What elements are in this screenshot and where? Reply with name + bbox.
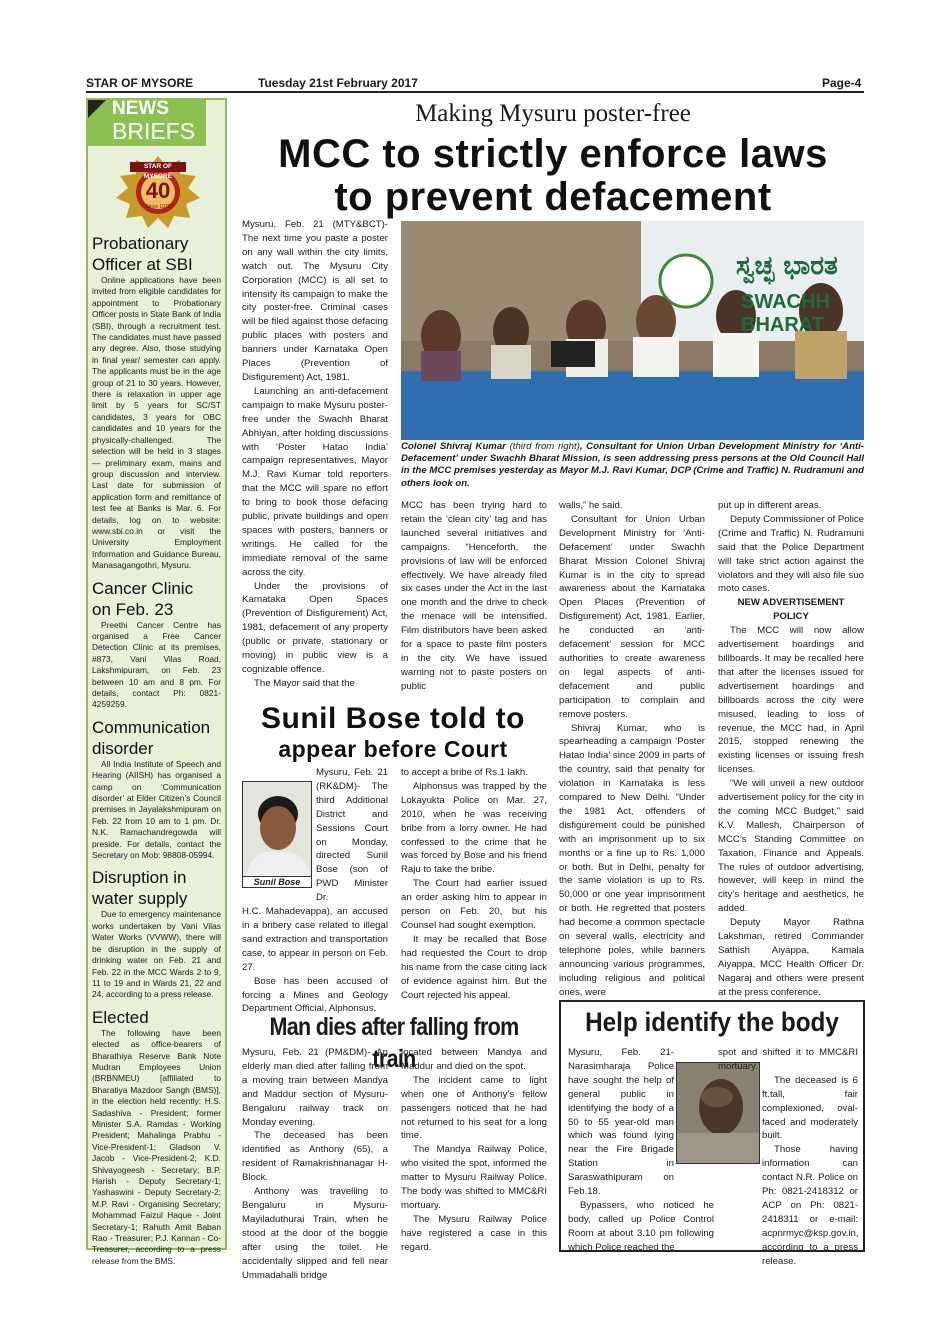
brief-title: Disruption in (92, 868, 187, 888)
brief-title: Officer at SBI (92, 255, 193, 274)
photo-caption (401, 441, 864, 490)
logo-text: STAR OF MYSORE (143, 163, 173, 180)
paragraph: The Court had earlier issued an order asking him to appear in person on Feb. 20, but his Counsel had sought exemption. (401, 878, 547, 931)
banner-kannada: ಸ್ವಚ್ಛ ಭಾರತ (736, 251, 838, 281)
paragraph: Launching an anti-defacement campaign to make Mysuru poster-free under the Swachh Bharat Abhiyan, after holding discussions with ‘Poster Hatao India’ campaign representatives, Mayor M.J. Ravi Kumar told reporters that the MCC will spare no effort to bring to book those defacing public, private buildings and open spaces with posters, banners or writings. He called for the immediate removal of the same across the city. (242, 385, 388, 578)
sunil-headline-line2: appear before Court (278, 736, 508, 762)
press-conference-photo (401, 221, 864, 440)
star-of-mysore-40-logo (108, 152, 208, 230)
sunil-col2 (401, 766, 547, 1002)
paragraph: put up in different areas. (718, 500, 822, 511)
sunil-col1 (242, 766, 388, 1016)
paragraph: Mysuru, Feb. 21 (PM&DM)- An elderly man died after falling from a moving train between Mandya and Maddur section of Mysuru- Bengaluru railway track on Monday evening. (242, 1047, 388, 1128)
brief-elected (88, 1007, 225, 1268)
corner-triangle-icon (88, 100, 106, 118)
paragraph: It may be recalled that Bose had requested the Court to drop his name from the case citing lack of evidence against him. But the Court rejected his appeal. (401, 933, 547, 1001)
paragraph: H.C. Mahadevappa), an accused in a bribery case related to illegal sand extraction and transportation case, to appear in person on Feb. 27. (242, 906, 388, 973)
paragraph: The deceased has been identified as Anthony (65), a resident of Ramakrishnanagar H-Block. (242, 1130, 388, 1184)
paragraph: Deputy Commissioner of Police (Crime and Traffic) N. Rudramuni said that the Police Department will take strict action against the violators and they will also file suo moto cases. (718, 513, 864, 595)
paragraph: The Mayor said that the (254, 677, 355, 689)
paragraph: located between Mandya and Maddur and died on the spot. (401, 1047, 547, 1072)
subhead: POLICY (773, 611, 809, 623)
brief-title: on Feb. 23 (92, 599, 174, 619)
main-col3 (559, 499, 705, 1000)
brief-title: Probationary (92, 234, 189, 253)
banner-english: SWACHH BHARAT (741, 291, 830, 336)
paragraph: spot and shifted it to MMC&RI mortuary. (718, 1047, 858, 1072)
sunil-headline-line1: Sunil Bose told to (261, 702, 525, 735)
paragraph: Bose has been accused of forcing a Mines and Geology Department Official, Alphonsus, (242, 975, 388, 1015)
body-col2 (718, 1046, 858, 1269)
paragraph: The deceased is 6 ft.tall, fair complexioned, oval-faced and moderately built. (762, 1074, 858, 1142)
kicker: Making Mysuru poster-free (415, 100, 691, 127)
paragraph: Alphonsus was trapped by the Lokayukta Police on Mar. 27, 2010, when he was receiving bribe from a lorry owner. He had confessed to the crime that he was forced by Bose and his friend Raju to take the bribe. (401, 780, 547, 876)
brief-body: Online applications have been invited from eligible candidates for appointment to Probationary Officer posts in State Bank of India (SBI), through a recruitment test. The candidates must have passed any degree. Also, those studying in final year/ semester can apply. The applicants must be in the age group of 21 to 30 years. However, there is relaxation in upper age limit by 5 years for SC/ST candidates, 3 years for OBC candidates and 10 years for the physically-challenged. The selection will be held in 3 stages — preliminary exam, mains and group discussion and interview. Last date for submission of application form and remittance of test fee at Banks is Mar. 6. For details, log on to website: www.sbi.co.in or visit the University Employment Information and Guidance Bureau, Manasagangothri, Mysuru. (92, 275, 221, 571)
badge-news: NEWS (112, 98, 169, 119)
sunil-photo-caption: Sunil Bose (242, 876, 312, 888)
caption-text: , Consultant for Union Urban Development Ministry for ‘Anti-Defacement’ under Swachh Bharat Mission, is seen addressing press persons at the Old Council Hall in the MCC premises yesterday as Mayor M.J. Ravi Kumar, DCP (Crime and Traffic) N. Rudramuni and others look on. (401, 441, 864, 489)
paragraph: Those having information can contact N.R. Police on Ph: 0821-2418312 or ACP on Ph: 0821-2418311 or e-mail: acpnrmyc@ksp.gov.in, according to a press release. (762, 1144, 859, 1267)
paragraph: Mysuru, Feb. 21 (MTY&BCT)- The next time you paste a poster on any wall within the city limits, watch out. The Mysuru City Corporation (MCC) is all set to intensify its campaign to make the city poster-free. Criminal cases will be filed against those defacing public places with posters and banners under Karnataka Open Places (Prevention of Disfigurement) Act, 1981. (242, 219, 388, 383)
brief-body: All India Institute of Speech and Hearing (AIISH) has organised a camp on ‘Communication disorder’ at Elder Citizen’s Council premises in Jayalakshmipuram on Feb. 22 from 10 am to 1 pm. Dr. N.K. Ramachandregowda will preside. For details, contact the Secretary on Mob: 98808-05994. (92, 758, 221, 861)
body-col1 (568, 1046, 714, 1255)
brief-body: Due to emergency maintenance works undertaken by Vani Vilas Water Works (VVWW), there will be disruption in the supply of drinking water on Feb. 21 and Feb. 22 in the MCC Wards 2 to 9, 11 to 19 and in Wards 21, 22 and 24, according to a press release. (92, 909, 221, 1000)
main-col4 (718, 499, 864, 1000)
brief-body: The following have been elected as office-bearers of Bharathiya Reserve Bank Note Mudran Employees Union (BRBNMEU) [affiliated to Bharatiya Mazdoor Sangh (BMS)], in the election held recently: H.S. Sadashiva - President; former Minister S.A. Ramdas - Working President; Mahalinga Prabhu - Vice-President-1; Gladson V. Jacob - Vice-President-2; K.D. Shivayogeesh - Secretary; B.P. Harish - Deputy Secretary-1; Yashaswini - Deputy Secretary-2; M.P. Ravi - Organising Secretary; Mohammad Faizul Haque - Joint Secretary-1; Rahuth Amit Baban Rao - Treasurer; P.J. Kannan - Co-Treasurer, according to a press release from the BMS. (92, 1027, 221, 1266)
main-col2 (401, 499, 547, 694)
brief-title: Communication (92, 717, 211, 737)
main-headline-line2: to prevent defacement (334, 175, 772, 219)
brief-title: disorder (92, 738, 154, 758)
main-col1 (242, 218, 388, 691)
caption-position: (third from right) (505, 441, 580, 452)
paragraph: Mysuru, Feb. 21 (RK&DM)- The third Additional District and Sessions Court on Monday, directed Sunil Bose (son of PWD Minister Dr. (316, 767, 388, 904)
brief-sbi (88, 233, 225, 572)
paragraph: Shivraj Kumar, who is spearheading a campaign ‘Poster Hatao India’ since 2009 in parts of the country, said that penalty for violation in Karnataka is less compared to New Delhi. “Under the 1981 Act, offenders of disfigurement could be punished with an imprisonment up to six months or a fine up to Rs. 1,000 or both. But in Delhi, penalty for the same violation is up to Rs. 50,000 or one year imprisonment or both. He regretted that posters had become a common spectacle on several walls, electricity and telephone poles, while banners announcing various programmes, including religious and political ones, were (559, 722, 705, 998)
brief-communication (88, 717, 225, 862)
paragraph: The Mysuru Railway Police have registered a case in this regard. (401, 1213, 547, 1253)
paragraph: Deputy Mayor Rathna Lakshman, retired Commander Sathish Aiyappa, Kamala Aiyappa, MCC Health Officer Dr. Nagaraj and others were present at the press conference. (718, 917, 864, 998)
paragraph: Consultant for Union Urban Development Ministry for ‘Anti-Defacement’ under Swachh Bharat Mission Colonel Shivraj Kumar is in the city to spread awareness about the Karnataka Open Places (Prevention of Disfigurement) Act, 1981. Earlier, he conducted an ‘anti-defacement’ session for MCC authorities to create awareness on legal aspects of anti-defacement and public participation to complain and remove posters. (559, 513, 705, 720)
issue-date: Tuesday 21st February 2017 (258, 76, 418, 90)
paragraph: walls,” he said. (559, 500, 623, 511)
news-briefs-sidebar (86, 98, 227, 1266)
paragraph: Mysuru, Feb. 21- Narasimharaja Police have sought the help of general public in identifying the body of a 50 to 55 year-old man which was found lying near the Fire Brigade Station in Saraswathipuram on Feb.18. (568, 1047, 674, 1198)
brief-cancer (88, 578, 225, 711)
brief-water (88, 867, 225, 1000)
subhead: NEW ADVERTISEMENT (737, 597, 845, 609)
paragraph: to accept a bribe of Rs.1 lakh. (401, 767, 528, 778)
paragraph: “We will unveil a new outdoor advertisement policy for the city in the coming MCC Budget,” said K.V. Mallesh, Chairperson of MCC’s Standing Committee on Taxation, Finance and Appeals. The rules of outdoor advertising, however, will keep in mind the city’s heritage and aesthetics, he added. (718, 778, 864, 915)
brief-body: Preethi Cancer Centre has organised a Free Cancer Detection Clinic at its premises, #873, Vani Vilas Road, Lakshmipuram, on Feb. 23 between 10 am and 8 pm. For details, contact Ph: 0821- 4259259. (92, 619, 221, 710)
main-headline-line1: MCC to strictly enforce laws (278, 132, 828, 176)
brief-title: Cancer Clinic (92, 578, 194, 598)
paragraph: Bypassers, who noticed he body, called up Police Control Room at about 3.10 pm following which Police reached the (568, 1199, 714, 1253)
brief-list (88, 233, 225, 1267)
logo-number: 40 (145, 178, 171, 203)
page-number: Page-4 (822, 76, 862, 90)
paragraph: The MCC will now allow advertisement hoardings and billboards. It may be recalled here that after the licenses issued for advertisement hoardings and billboards across the city were misused, leading to loss of revenue, the MCC had, in April 2015, stopped renewing the existing licenses or issuing fresh licenses. (718, 625, 864, 776)
paragraph: Anthony was travelling to Bengaluru in Mysuru-Mayiladuthurai Train, when he stood at the door of the boggie after using the toilet. He accidentally slipped and fell near Ummadahalli bridge (242, 1186, 388, 1281)
train-col1 (242, 1046, 388, 1282)
news-briefs-badge (88, 100, 206, 146)
paper-name: STAR OF MYSORE (86, 76, 194, 90)
caption-name: Colonel Shivraj Kumar (401, 441, 506, 452)
train-col2 (401, 1046, 547, 1255)
paragraph: Under the provisions of Karnataka Open Spaces (Prevention of Disfigurement) Act, 1981, defacement of any property (public or private, stationary or moving) in public view is a cognizable offence. (242, 580, 388, 675)
paragraph: MCC has been trying hard to retain the ‘clean city’ tag and has launched several initiatives and campaigns. “Henceforth, the provisions of law will be enforced effectively. We have already filed six cases under the Act in the last one month and the drive to check the menace will be intensified. Film distributors have been asked for a space to paste film posters in the city. We have issued warning not to paste posters on public (401, 500, 547, 692)
logo-sub: Since 1978 (145, 204, 171, 210)
paragraph: The incident came to light when one of Anthony’s fellow passengers noticed that he had not returned to his seat for a long time. (401, 1074, 547, 1142)
brief-title: Elected (92, 1007, 149, 1027)
paragraph: The Mandya Railway Police, who visited the spot, informed the matter to Mysuru Railway Police. The body was shifted to MMC&RI mortuary. (401, 1144, 547, 1211)
badge-briefs: BRIEFS (112, 118, 196, 144)
brief-title: water supply (92, 889, 188, 909)
header-rule (86, 91, 864, 93)
train-headline: Man dies after falling from train (269, 1013, 519, 1073)
body-headline: Help identify the body (585, 1007, 839, 1037)
